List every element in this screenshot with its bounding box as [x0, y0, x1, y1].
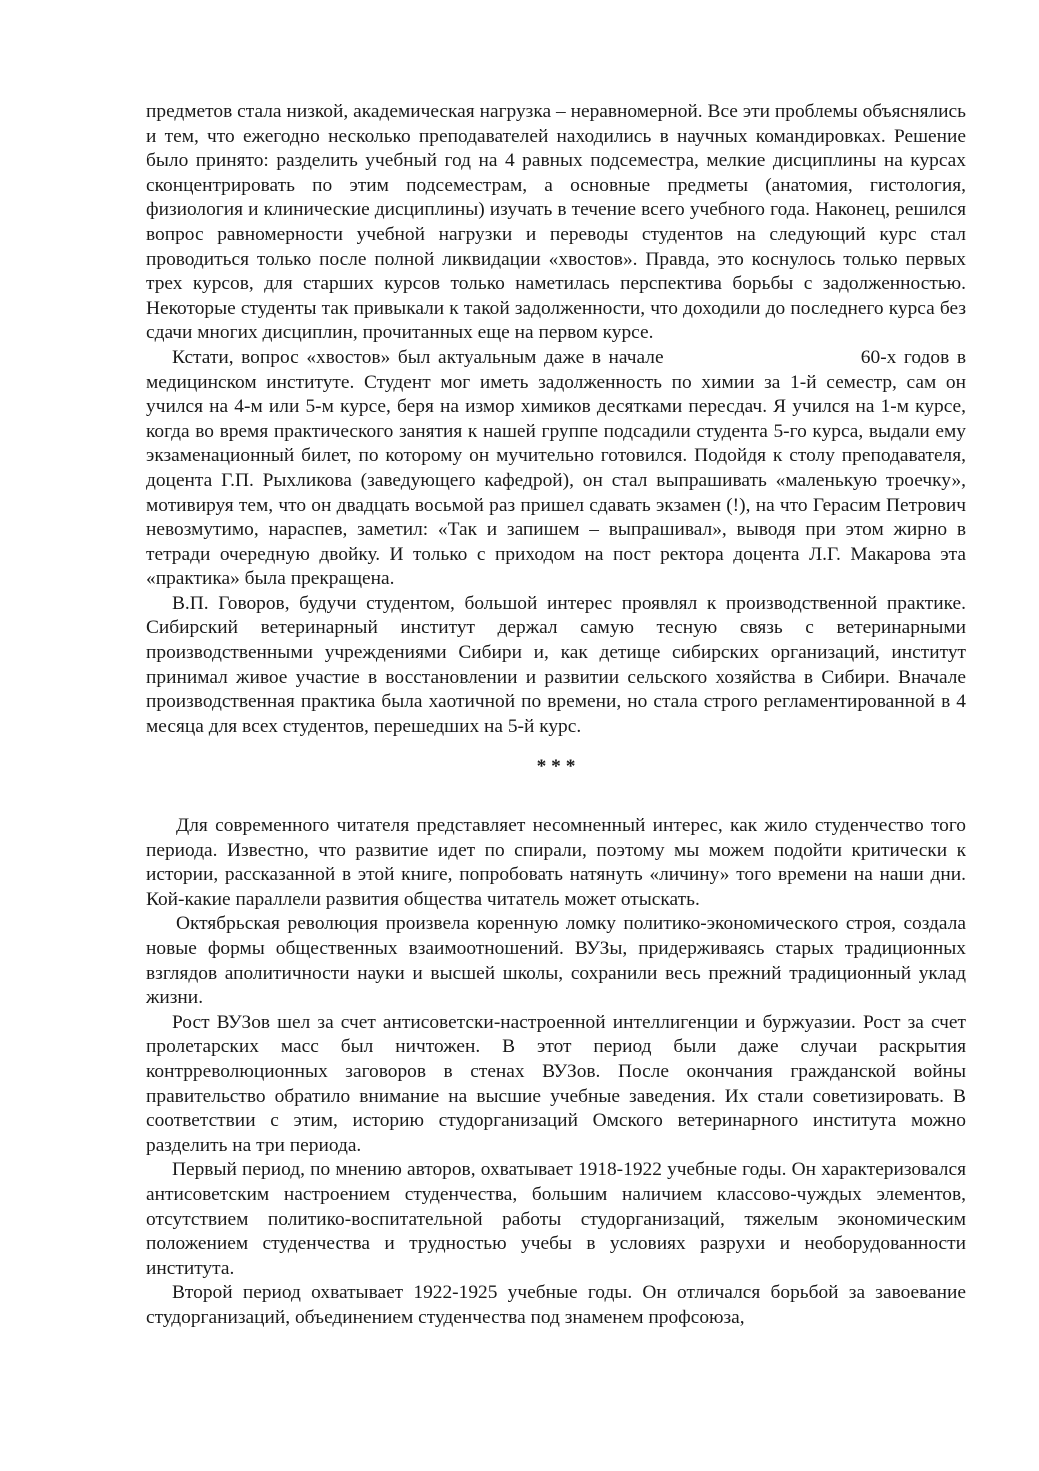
paragraph-7: Первый период, по мнению авторов, охватывает 1918-1922 учебные годы. Он характеризовался антисоветским настроением студенчества, большим наличием классово-чуждых элементов, отсутствием политико-воспитательной работы студорганизаций, тяжелым экономическим положением студенчества и трудностью учебы в условиях разрухи и необорудованности института.: [146, 1159, 966, 1279]
paragraph-3: В.П. Говоров, будучи студентом, большой интерес проявлял к производственной практике. Сибирский ветеринарный институт держал самую тесную связь с ветеринарными производственными учреждениями Сибири и, как детище сибирских организаций, институт принимал живое участие в восстановлении и развитии сельского хозяйства в Сибири. Вначале производственная практика была хаотичной по времени, но стала строго регламентированной в 4 месяца для всех студентов, перешедших на 5-й курс.: [146, 592, 966, 737]
section-separator: [146, 755, 966, 780]
paragraph-4: Для современного читателя представляет несомненный интерес, как жило студенчество того периода. Известно, что развитие идет по спирали, поэтому мы можем подойти критически к истории, рассказанной в этой книге, попробовать натянуть «личину» того времени на наши дни. Кой-какие параллели развития общества читатель может отыскать.: [146, 815, 966, 910]
paragraph-2: Кстати, вопрос «хвостов» был актуальным даже в начале 60-х годов в медицинском институте. Студент мог иметь задолженность по химии за 1-й семестр, сам он учился на 4-м или 5-м курсе, беря на измор химиков десятками пересдач. Я учился на 1-м курсе, когда во время практического занятия к нашей группе подсадили студента 5-го курса, выдали ему экзаменационный билет, по которому он мучительно готовился. Подойдя к столу преподавателя, доцента Г.П. Рыхликова (заведующего кафедрой), он стал выпрашивать «маленькую троечку», мотивируя тем, что он двадцать восьмой раз пришел сдавать экзамен (!), на что Герасим Петрович невозмутимо, нараспев, заметил: «Так и запишем – выпрашивал», выводя при этом жирно в тетради очередную двойку. И только с приходом на пост ректора доцента Л.Г. Макарова эта «практика» была прекращена.: [146, 346, 971, 590]
separator-asterisks: * * *: [536, 756, 576, 778]
paragraph-8: Второй период охватывает 1922-1925 учебные годы. Он отличался борьбой за завоевание студорганизаций, объединением студенчества под знаменем профсоюза,: [146, 1282, 966, 1328]
paragraph-5: Октябрьская революция произвела коренную ломку политико-экономического строя, создала новые формы общественных взаимоотношений. ВУЗы, придерживаясь старых традиционных взглядов аполитичности науки и высшей школы, сохранили весь прежний традиционный уклад жизни.: [146, 913, 966, 1009]
document-body: [146, 100, 971, 1331]
paragraph-1: предметов стала низкой, академическая нагрузка – неравномерной. Все эти проблемы объяснялись и тем, что ежегодно несколько преподавателей находились в научных командировках. Решение было принято: разделить учебный год на 4 равных подсеместра, мелкие дисциплины на курсах сконцентрировать по этим подсеместрам, а основные предметы (анатомия, гистология, физиология и клинические дисциплины) изучать в течение всего учебного года. Наконец, решился вопрос равномерности учебной нагрузки и переводы студентов на следующий курс стал проводиться только после полной ликвидации «хвостов». Правда, это коснулось только первых трех курсов, для старших курсов только наметилась перспектива борьбы с задолженностью. Некоторые студенты так привыкали к такой задолженности, что доходили до последнего курса без сдачи многих дисциплин, прочитанных еще на первом курсе.: [146, 101, 966, 344]
paragraph-6: Рост ВУЗов шел за счет антисоветски-настроенной интеллигенции и буржуазии. Рост за счет пролетарских масс был ничтожен. В этот период были даже случаи раскрытия контрреволюционных заговоров в стенах ВУЗов. После окончания гражданской войны правительство обратило внимание на высшие учебные заведения. Их стали советизировать. В соответствии с этим, историю студорганизаций Омского ветеринарного института можно разделить на три периода.: [146, 1011, 966, 1156]
